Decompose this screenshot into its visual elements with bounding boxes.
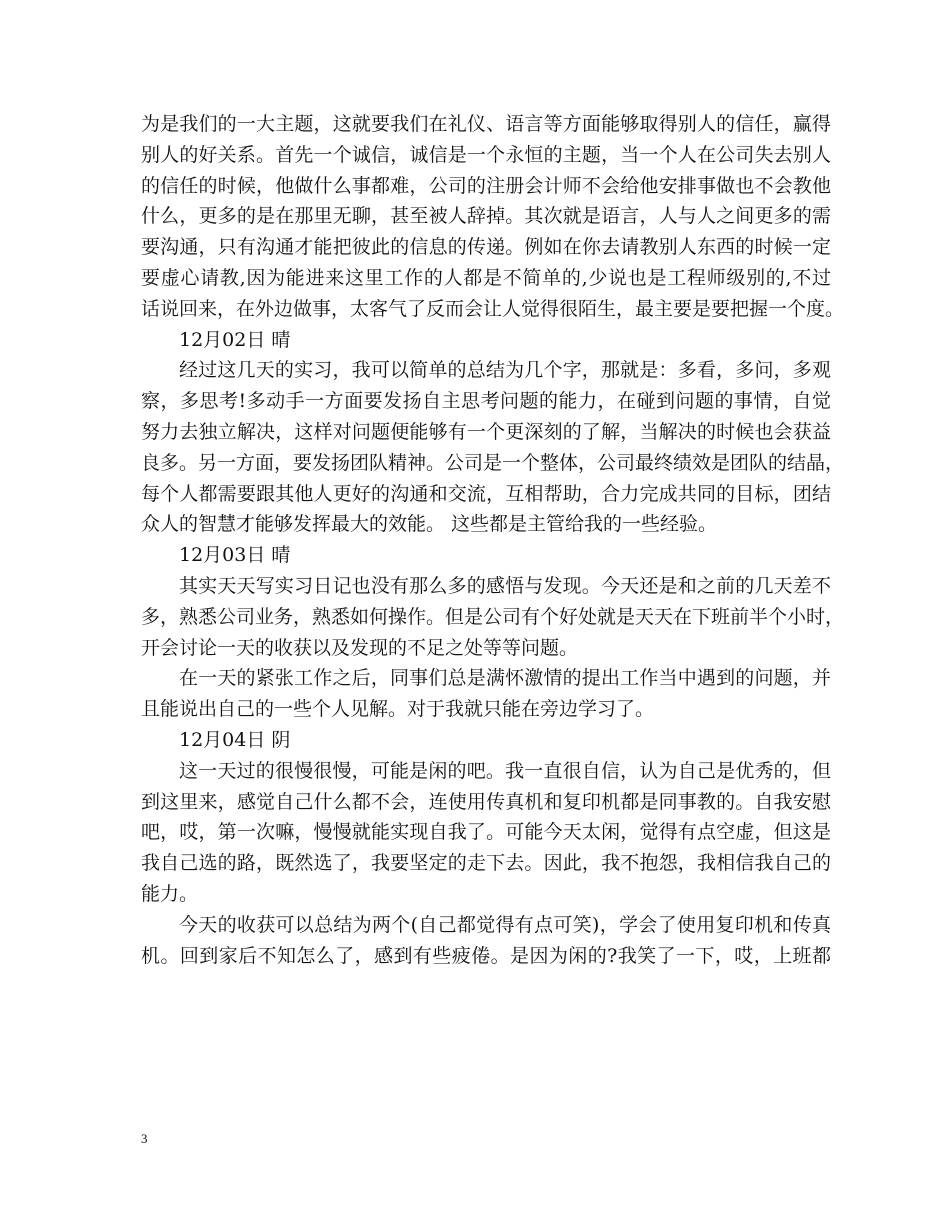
text-line: 多，熟悉公司业务，熟悉如何操作。但是公司有个好处就是天天在下班前半个小时，	[141, 605, 845, 628]
text-line: 这一天过的很慢很慢，可能是闲的吧。我一直很自信，认为自己是优秀的，但	[179, 759, 831, 782]
date-heading: 12月04日 阴	[179, 728, 291, 751]
text-line: 机。回到家后不知怎么了，感到有些疲倦。是因为闲的?我笑了一下，哎，上班都	[141, 944, 831, 967]
text-line: 开会讨论一天的收获以及发现的不足之处等等问题。	[141, 636, 579, 659]
text-line: 良多。另一方面，要发扬团队精神。公司是一个整体，公司最终绩效是团队的结晶，	[141, 451, 845, 474]
text-line: 在一天的紧张工作之后，同事们总是满怀激情的提出工作当中遇到的问题，并	[179, 667, 831, 690]
text-line: 话说回来，在外边做事，太客气了反而会让人觉得很陌生，最主要是要把握一个度。	[141, 297, 845, 320]
text-line: 且能说出自己的一些个人见解。对于我就只能在旁边学习了。	[141, 698, 655, 721]
text-line: 努力去独立解决，这样对问题便能够有一个更深刻的了解，当解决的时候也会获益	[141, 420, 831, 443]
text-line: 我自己选的路，既然选了，我要坚定的走下去。因此，我不抱怨，我相信我自己的	[141, 852, 831, 875]
text-line: 察，多思考!多动手一方面要发扬自主思考问题的能力，在碰到问题的事情，自觉	[141, 390, 831, 413]
text-line: 要虚心请教,因为能进来这里工作的人都是不简单的,少说也是工程师级别的,不过	[141, 266, 831, 289]
text-line: 其实天天写实习日记也没有那么多的感悟与发现。今天还是和之前的几天差不	[179, 574, 831, 597]
text-line: 众人的智慧才能够发挥最大的效能。 这些都是主管给我的一些经验。	[141, 513, 718, 536]
text-line: 每个人都需要跟其他人更好的沟通和交流，互相帮助，合力完成共同的目标，团结	[141, 482, 831, 505]
text-line: 为是我们的一大主题，这就要我们在礼仪、语言等方面能够取得别人的信任，赢得	[141, 113, 831, 135]
body-text	[141, 109, 845, 971]
text-line: 今天的收获可以总结为两个(自己都觉得有点可笑)，学会了使用复印机和传真	[179, 913, 831, 936]
text-line: 的信任的时候，他做什么事都难，公司的注册会计师不会给他安排事做也不会教他	[141, 174, 831, 197]
text-line: 要沟通，只有沟通才能把彼此的信息的传递。例如在你去请教别人东西的时候一定	[141, 236, 831, 259]
text-line: 别人的好关系。首先一个诚信，诚信是一个永恒的主题，当一个人在公司失去别人	[141, 143, 831, 166]
text-line: 经过这几天的实习，我可以简单的总结为几个字，那就是：多看，多问，多观	[179, 359, 831, 382]
page-number: 3	[141, 1131, 148, 1146]
text-line: 什么，更多的是在那里无聊，甚至被人辞掉。其次就是语言，人与人之间更多的需	[141, 205, 831, 228]
date-heading: 12月03日 晴	[179, 544, 291, 567]
date-heading: 12月02日 晴	[179, 328, 291, 351]
text-line: 吧，哎，第一次嘛，慢慢就能实现自我了。可能今天太闲，觉得有点空虚，但这是	[141, 821, 831, 844]
text-line: 能力。	[141, 882, 199, 905]
text-line: 到这里来，感觉自己什么都不会，连使用传真机和复印机都是同事教的。自我安慰	[141, 790, 831, 813]
